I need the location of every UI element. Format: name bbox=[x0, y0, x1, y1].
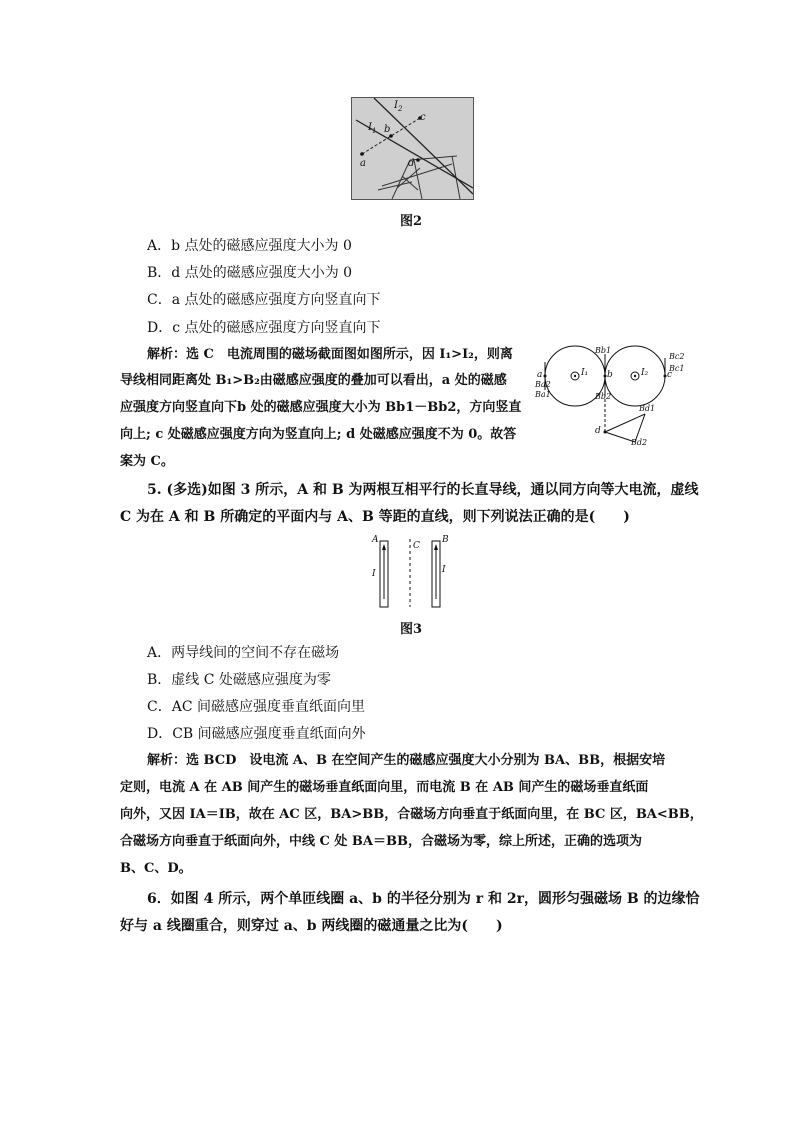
q4-analysis-line-5: 案为 C。 bbox=[120, 454, 174, 469]
q5-stem-line-2: C 为在 A 和 B 所确定的平面内与 A、B 等距的直线，则下列说法正确的是( ) bbox=[120, 509, 630, 525]
figure-2-photo bbox=[351, 97, 474, 200]
q5-option-c: C．AC 间磁感应强度垂直纸面向里 bbox=[147, 699, 365, 715]
diagram-label-Ba1: Ba1 bbox=[535, 390, 551, 399]
q5-option-b: B．虚线 C 处磁感应强度为零 bbox=[147, 672, 331, 688]
q5-option-a: A．两导线间的空间不存在磁场 bbox=[147, 645, 340, 661]
diagram-label-a: a bbox=[537, 370, 543, 380]
q4-analysis-line-1: 解析：选 C 电流周围的磁场截面图如图所示，因 I₁>I₂，则离 bbox=[147, 347, 513, 362]
diagram-label-Bc1: Bc1 bbox=[669, 364, 685, 373]
q6-stem-line-1: 6．如图 4 所示，两个单匝线圈 a、b 的半径分别为 r 和 2r，圆形匀强磁场 B 的边缘恰 bbox=[147, 891, 700, 907]
figure-2-label-b: b bbox=[384, 124, 391, 135]
q6-stem-line-2: 好与 a 线圈重合，则穿过 a、b 两线圈的磁通量之比为( ) bbox=[120, 918, 503, 934]
figure-3-label-C: C bbox=[413, 541, 420, 551]
q4-option-c: C．a 点处的磁感应强度方向竖直向下 bbox=[147, 292, 381, 308]
q4-analysis-line-4: 向上; c 处磁感应强度方向为竖直向上; d 处磁感应强度不为 0。故答 bbox=[120, 427, 517, 442]
figure-2-label-d: d bbox=[408, 158, 415, 169]
q5-analysis-line-2: 定则，电流 A 在 AB 间产生的磁场垂直纸面向里，而电流 B 在 AB 间产生的磁场垂直纸面 bbox=[120, 780, 649, 795]
figure-2-label-c: c bbox=[420, 112, 426, 123]
q5-analysis-line-5: B、C、D。 bbox=[120, 861, 192, 876]
diagram-label-d: d bbox=[595, 426, 601, 436]
q4-option-d: D．c 点处的磁感应强度方向竖直向下 bbox=[147, 320, 381, 336]
q4-option-b: B．d 点处的磁感应强度大小为 0 bbox=[147, 265, 353, 281]
figure-3-label-IA: I bbox=[372, 569, 376, 579]
q4-option-a: A．b 点处的磁感应强度大小为 0 bbox=[147, 238, 352, 254]
diagram-label-Bd1: Bd1 bbox=[639, 404, 656, 413]
diagram-label-Bc2: Bc2 bbox=[669, 352, 685, 361]
figure-2-caption: 图2 bbox=[400, 214, 423, 229]
diagram-label-Ba2: Ba2 bbox=[535, 380, 551, 389]
figure-2-label-I1: I bbox=[368, 122, 372, 133]
figure-3 bbox=[370, 535, 460, 610]
figure-2-label-I1-sub: 1 bbox=[371, 127, 377, 135]
diagram-label-I1: I₁ bbox=[581, 368, 589, 378]
diagram-label-c: c bbox=[667, 370, 673, 380]
figure-2-label-I2: I bbox=[394, 100, 398, 111]
q5-analysis-line-1: 解析：选 BCD 设电流 A、B 在空间产生的磁感应强度大小分别为 BA、BB，根据安培 bbox=[147, 753, 666, 768]
diagram-label-Bb1: Bb1 bbox=[595, 346, 612, 355]
q4-analysis-line-3: 应强度方向竖直向下b 处的磁感应强度大小为 Bb1－Bb2，方向竖直 bbox=[120, 400, 522, 415]
diagram-label-I2: I₂ bbox=[641, 368, 649, 378]
figure-3-caption: 图3 bbox=[400, 622, 423, 637]
q4-analysis-line-2: 导线相同距离处 B₁>B₂由磁感应强度的叠加可以看出，a 处的磁感 bbox=[120, 373, 507, 388]
diagram-label-Bb2: Bb2 bbox=[595, 392, 612, 401]
q5-analysis-line-4: 合磁场方向垂直于纸面向外，中线 C 处 BA＝BB，合磁场为零，综上所述，正确的选项为 bbox=[120, 834, 642, 849]
q4-field-diagram bbox=[535, 344, 685, 450]
figure-3-label-IB: I bbox=[442, 565, 446, 575]
q5-analysis-line-3: 向外，又因 IA＝IB，故在 AC 区，BA>BB，合磁场方向垂直于纸面向里，在 BC 区，BA<BB， bbox=[120, 807, 703, 822]
diagram-label-Bd2: Bd2 bbox=[631, 438, 648, 447]
q5-option-d: D．CB 间磁感应强度垂直纸面向外 bbox=[147, 726, 366, 742]
q5-stem-line-1: 5. (多选)如图 3 所示，A 和 B 为两根互相平行的长直导线，通以同方向等大电流，虚线 bbox=[147, 482, 699, 498]
diagram-label-b: b bbox=[607, 370, 613, 380]
figure-3-label-A: A bbox=[372, 535, 379, 545]
figure-2-label-a: a bbox=[360, 158, 366, 169]
figure-2-label-I2-sub: 2 bbox=[397, 105, 403, 113]
figure-3-label-B: B bbox=[442, 535, 449, 545]
